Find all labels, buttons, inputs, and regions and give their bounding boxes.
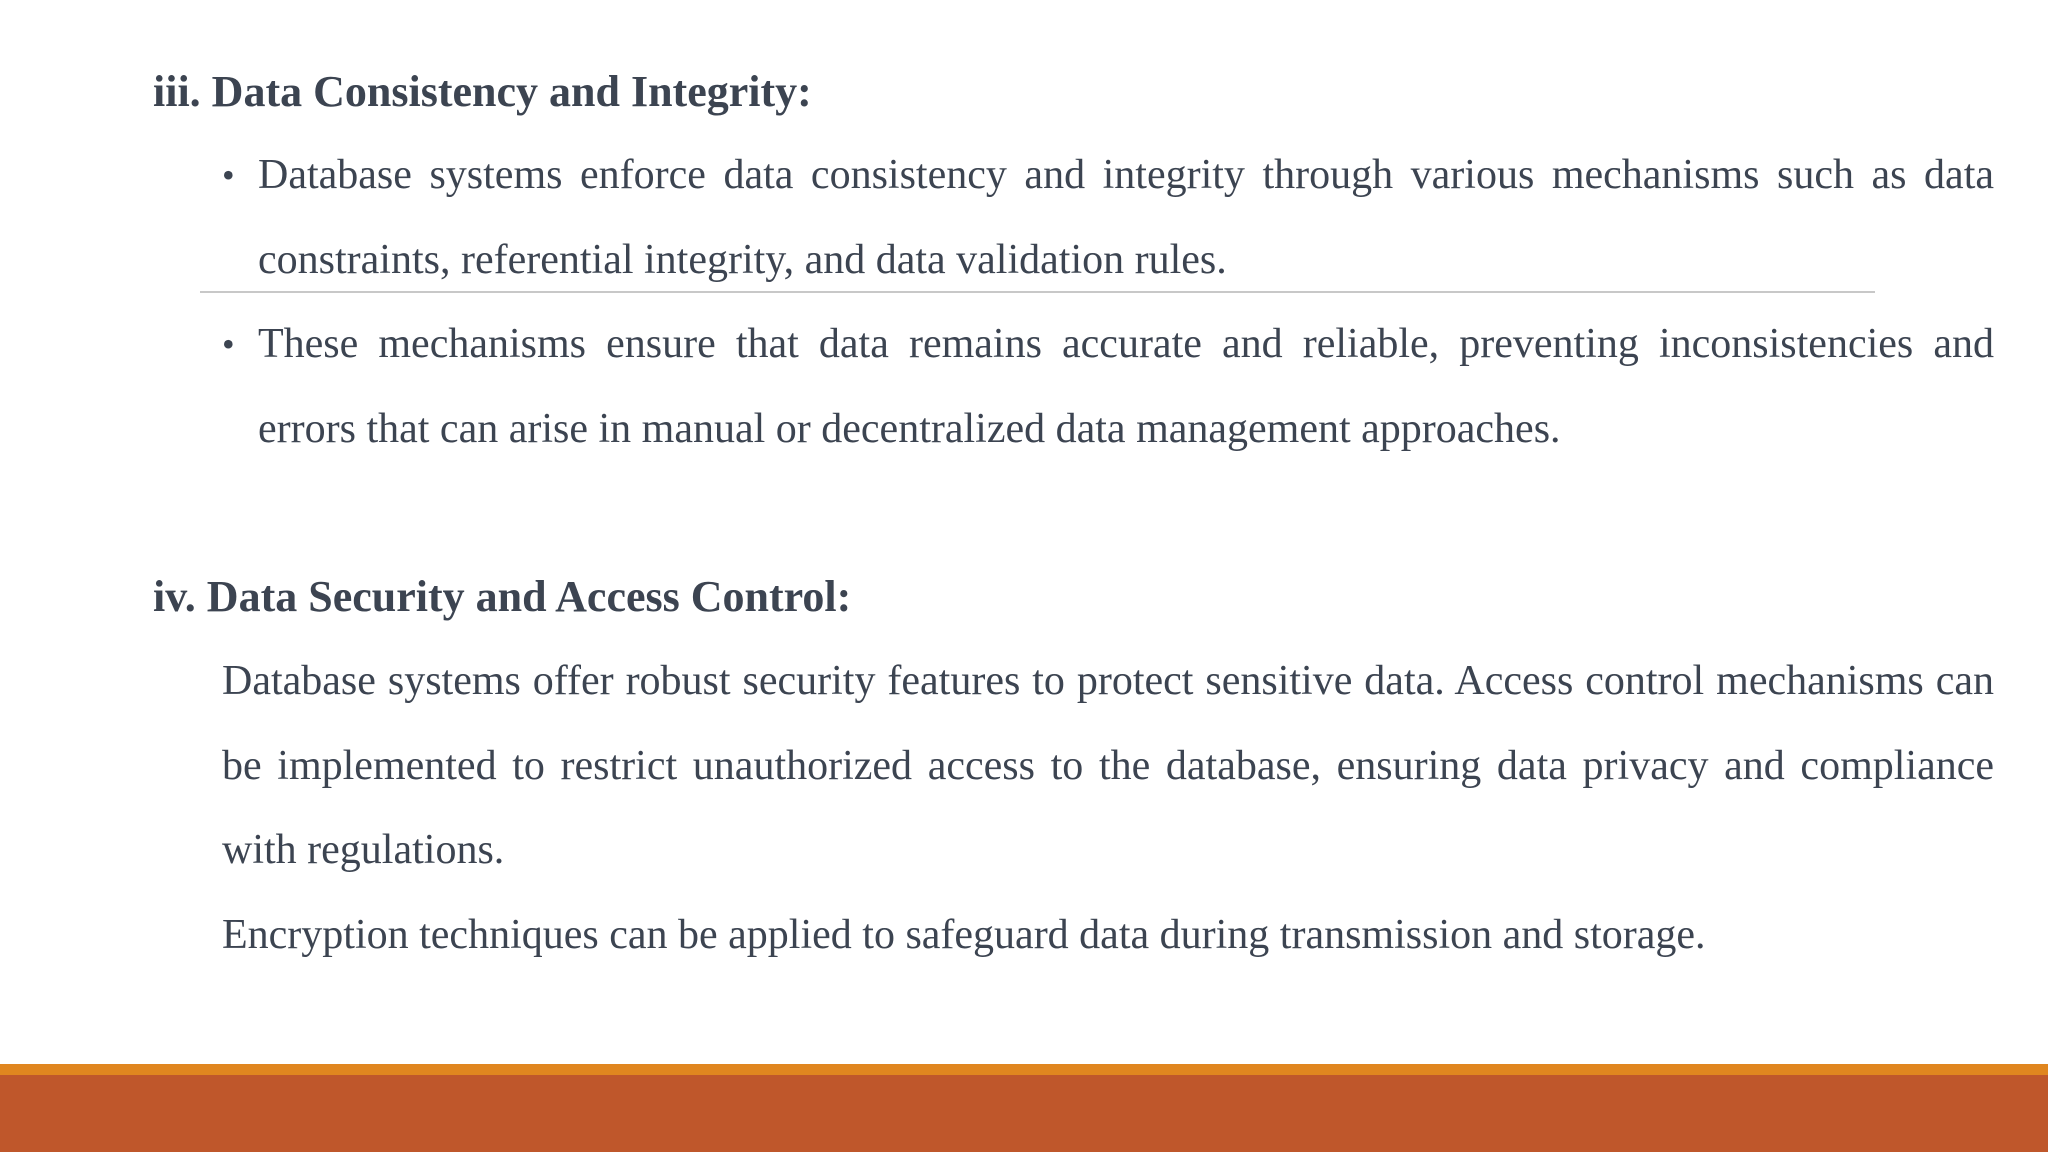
footer-bar	[0, 1075, 2048, 1152]
section-iv-paragraph-1: Database systems offer robust security features to protect sensitive data. Access control mechanisms can be implemented to restrict unauthorized access to the database, ensuring data privacy and compliance with regulations.	[222, 658, 1994, 873]
bullet-icon: •	[222, 324, 235, 364]
section-iii-bullet-1-text: Database systems enforce data consistency and integrity through various mechanisms such as data constraints, referential integrity, and data validation rules.	[258, 152, 1994, 283]
section-iv-heading: iv. Data Security and Access Control:	[153, 572, 852, 621]
divider-line	[200, 291, 1875, 293]
section-iii-bullet-2-text: These mechanisms ensure that data remains accurate and reliable, preventing inconsistencies and errors that can arise in manual or decentralized data management approaches.	[258, 321, 1994, 452]
section-iv-paragraph-2: Encryption techniques can be applied to safeguard data during transmission and storage.	[222, 912, 1706, 958]
bullet-icon: •	[222, 155, 235, 195]
section-iii-heading: iii. Data Consistency and Integrity:	[153, 67, 812, 116]
footer-accent-stripe	[0, 1064, 2048, 1075]
